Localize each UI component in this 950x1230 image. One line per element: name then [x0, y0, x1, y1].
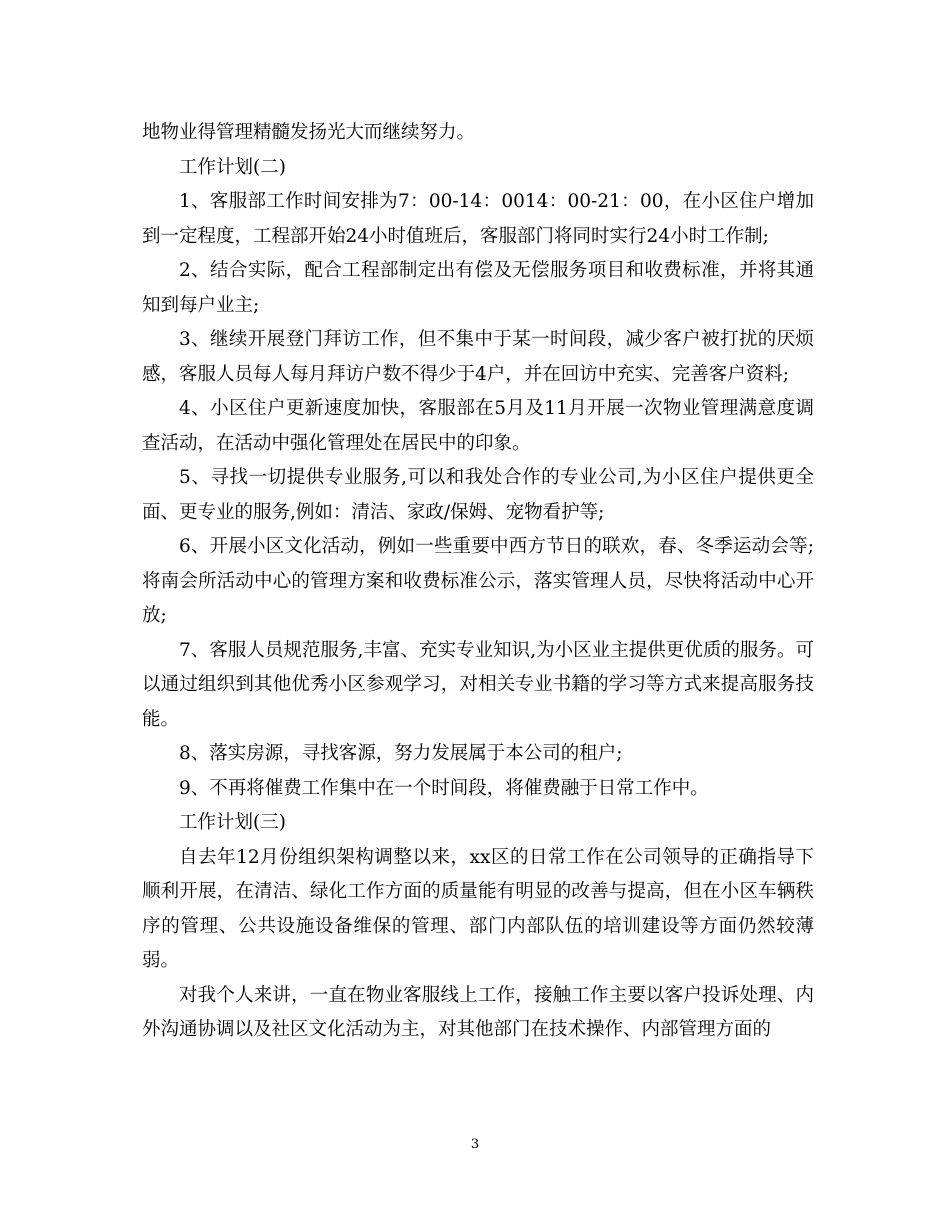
paragraph: 对我个人来讲，一直在物业客服线上工作，接触工作主要以客户投诉处理、内外沟通协调以及社区文化活动为主，对其他部门在技术操作、内部管理方面的 — [142, 984, 814, 1040]
section-heading: 工作计划(三) — [179, 812, 286, 833]
paragraph: 地物业得管理精髓发扬光大而继续努力。 — [142, 122, 476, 143]
paragraph: 自去年12月份组织架构调整以来，xx区的日常工作在公司领导的正确指导下顺利开展，在清洁、绿化工作方面的质量能有明显的改善与提高，但在小区车辆秩序的管理、公共设施设备维保的管理、部门内部队伍的培训建设等方面仍然较薄弱。 — [142, 846, 814, 971]
list-item: 7、客服人员规范服务,丰富、充实专业知识,为小区业主提供更优质的服务。可以通过组织到其他优秀小区参观学习，对相关专业书籍的学习等方式来提高服务技能。 — [142, 639, 814, 730]
section-heading: 工作计划(二) — [179, 156, 286, 178]
list-item: 4、小区住户更新速度加快，客服部在5月及11月开展一次物业管理满意度调查活动，在活动中强化管理处在居民中的印象。 — [142, 398, 814, 454]
page-number: 3 — [470, 1137, 480, 1152]
list-item: 5、寻找一切提供专业服务,可以和我处合作的专业公司,为小区住户提供更全面、更专业的服务,例如：清洁、家政/保姆、宠物看护等; — [142, 467, 814, 523]
list-item: 8、落实房源，寻找客源，努力发展属于本公司的租户; — [179, 743, 623, 764]
document-body — [142, 116, 814, 1048]
list-item: 1、客服部工作时间安排为7：00-14：0014：00-21：00，在小区住户增加到一定程度，工程部开始24小时值班后，客服部门将同时实行24小时工作制; — [142, 191, 814, 247]
list-item: 6、开展小区文化活动，例如一些重要中西方节日的联欢，春、冬季运动会等;将南会所活动中心的管理方案和收费标准公示，落实管理人员，尽快将活动中心开放; — [142, 536, 814, 626]
list-item: 3、继续开展登门拜访工作，但不集中于某一时间段，减少客户被打扰的厌烦感，客服人员每人每月拜访户数不得少于4户，并在回访中充实、完善客户资料; — [142, 329, 814, 385]
list-item: 9、不再将催费工作集中在一个时间段，将催费融于日常工作中。 — [179, 777, 709, 799]
list-item: 2、结合实际，配合工程部制定出有偿及无偿服务项目和收费标准，并将其通知到每户业主; — [142, 260, 814, 316]
